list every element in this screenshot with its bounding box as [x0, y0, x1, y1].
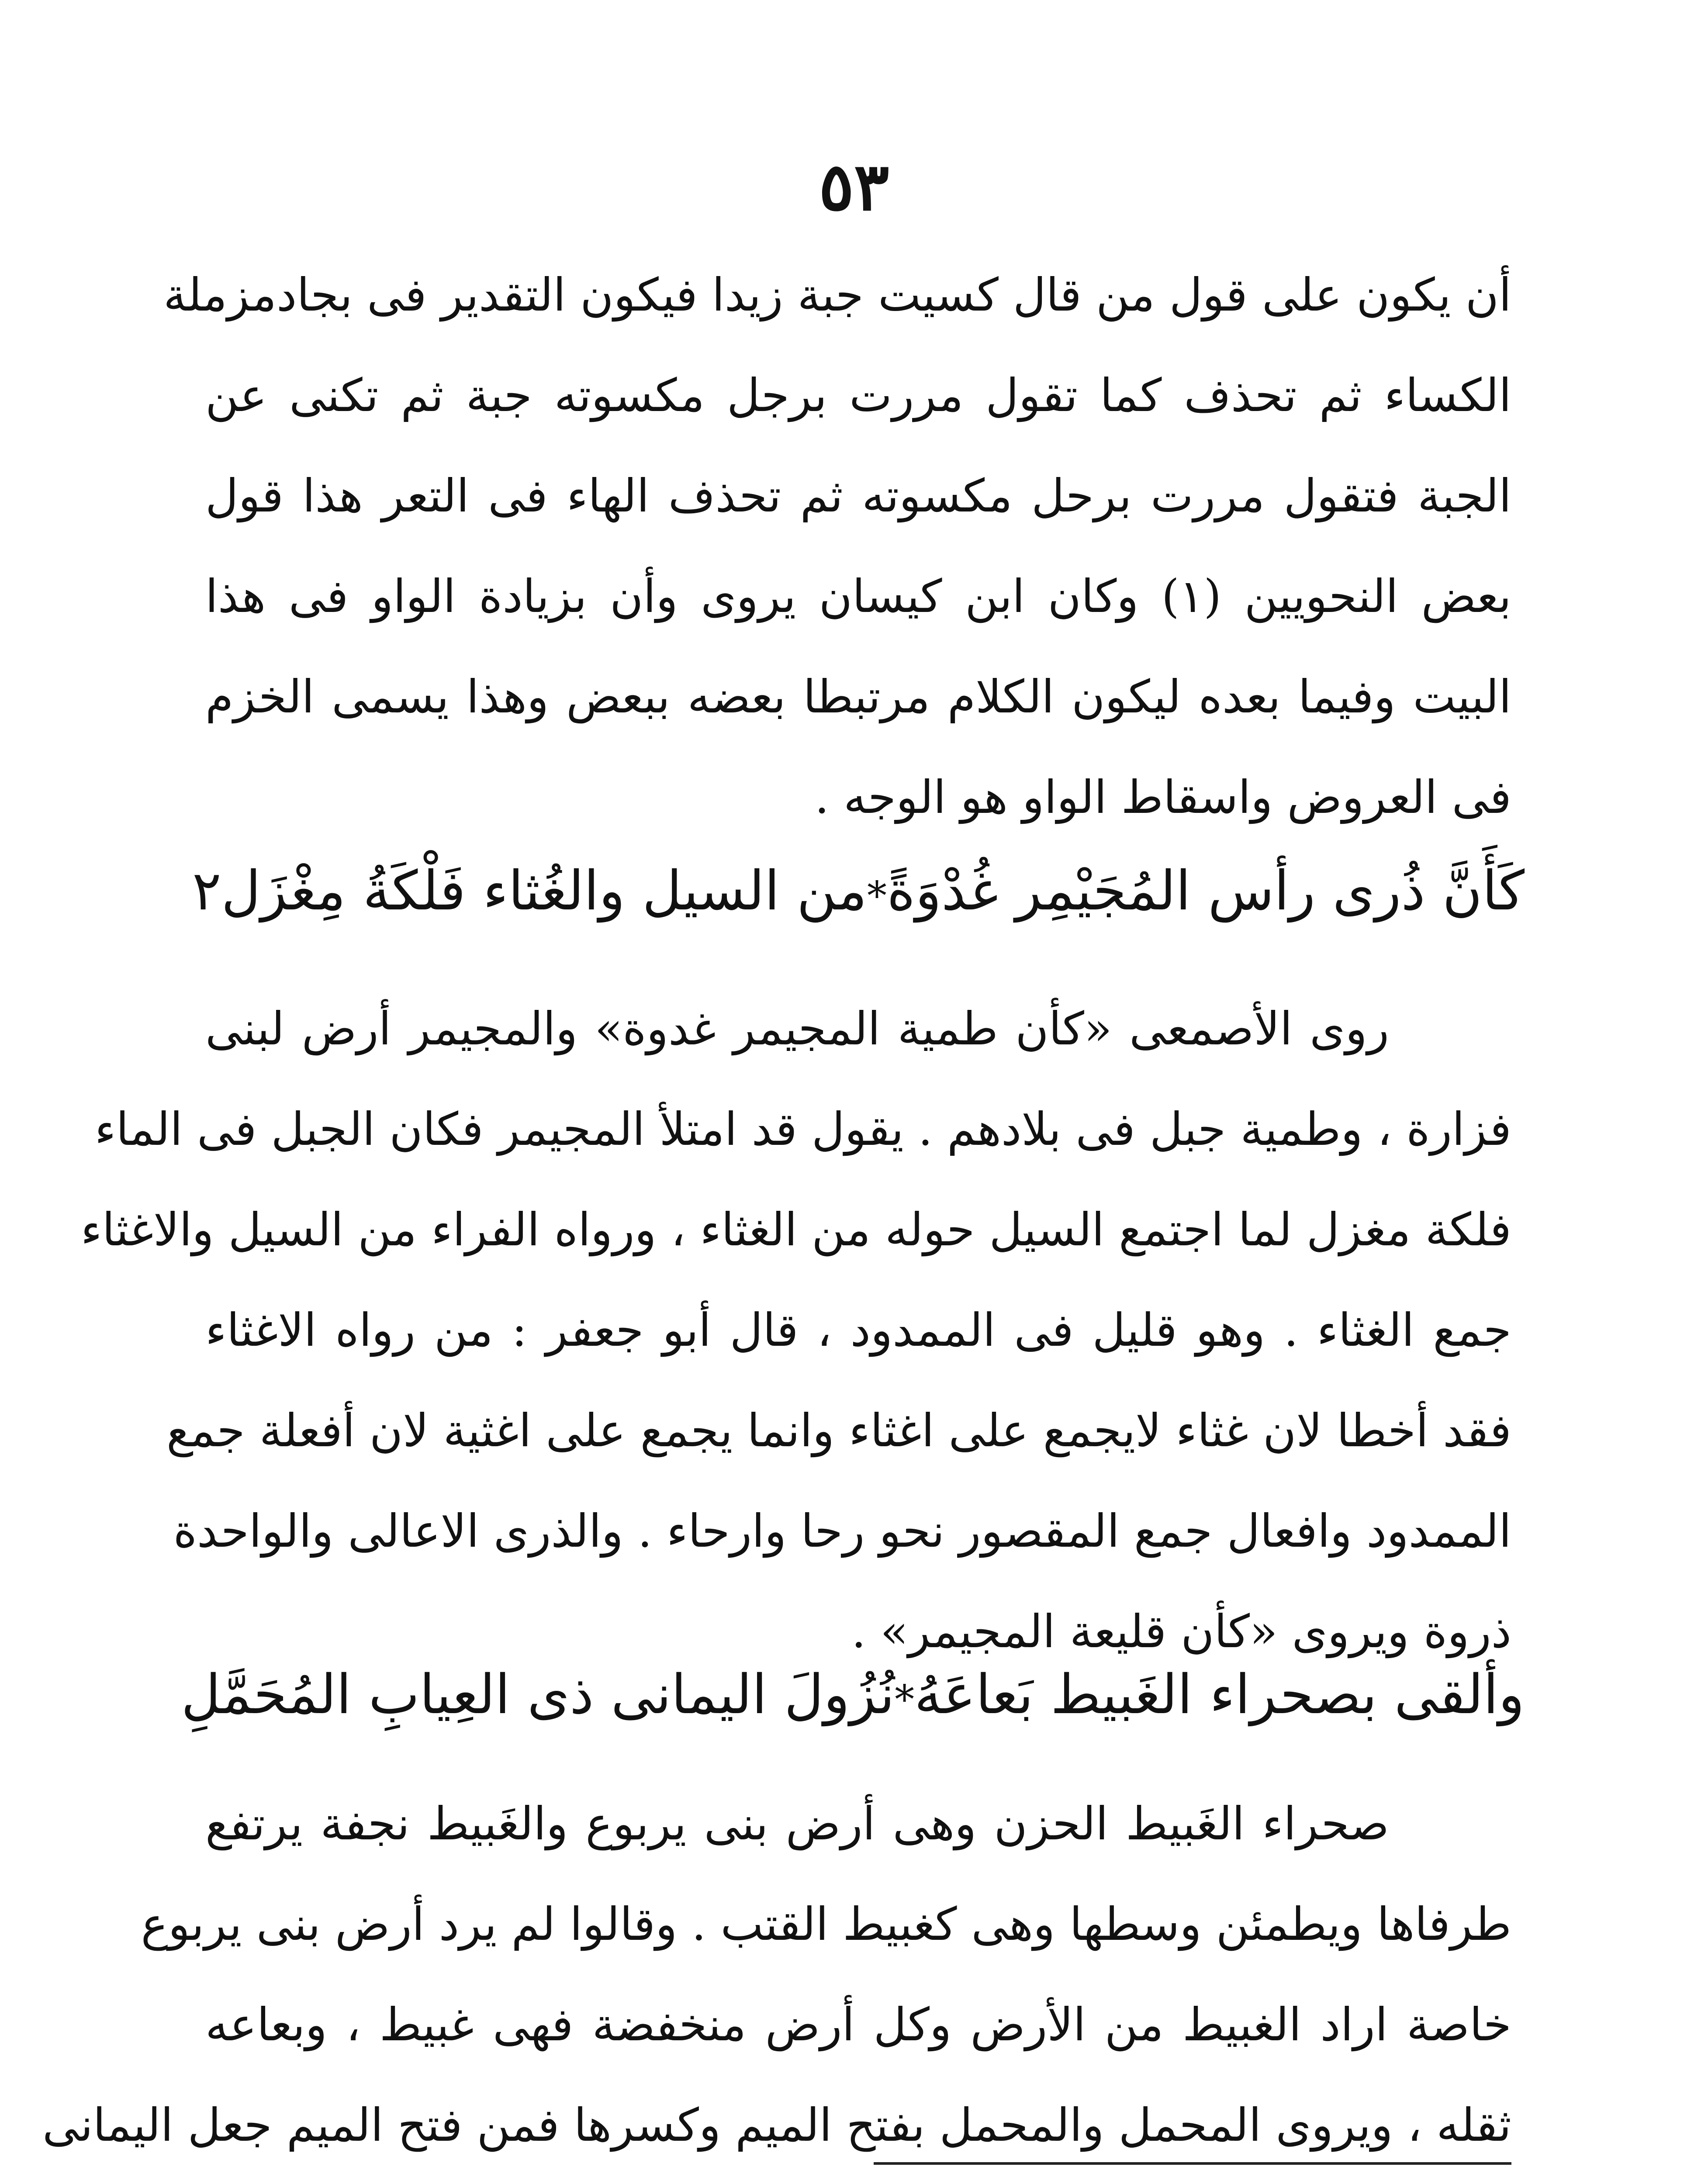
verse-2 — [181, 1651, 1525, 1744]
text-line: صحراء الغَبيط الحزن وهى أرض بنى يربوع والغَبيط نجفة يرتفع — [205, 1797, 1389, 1850]
text-line: فزارة ، وطمية جبل فى بلادهم . يقول قد امتلأ المجيمر فكان الجبل فى الماء — [94, 1102, 1511, 1156]
verse-separator: * — [895, 1677, 915, 1723]
text-line: خاصة اراد الغبيط من الأرض وكل أرض منخفضة فهى غبيط ، وبعاعه — [205, 1998, 1511, 2051]
footnote-1-line-1 — [205, 2180, 1511, 2184]
text-line: بعض النحويين (١) وكان ابن كيسان يروى وأن بزيادة الواو فى هذا — [205, 570, 1511, 623]
text-line: الكساء ثم تحذف كما تقول مررت برجل مكسوته جبة ثم تكنى عن — [205, 369, 1511, 422]
verse-separator: * — [867, 873, 887, 919]
text-line: ثقله ، ويروى المحمل والمحمل بفتح الميم وكسرها فمن فتح الميم جعل اليمانى — [42, 2098, 1511, 2152]
text-line: روى الأصمعى «كأن طمية المجيمر غدوة» والمجيمر أرض لبنى — [205, 1002, 1389, 1055]
text-line: طرفاها ويطمئن وسطها وهى كغبيط القتب . وقالوا لم يرد أرض بنى يربوع — [141, 1897, 1511, 1951]
verse-second-hemistich: نُزُولَ اليمانى ذى العِيابِ المُحَمَّلِ — [181, 1663, 895, 1726]
footnotes — [205, 2180, 1511, 2184]
paragraph-2 — [80, 978, 1511, 1682]
paragraph-3 — [42, 1773, 1511, 2175]
verse-1 — [192, 847, 1525, 940]
text-line: فلكة مغزل لما اجتمع السيل حوله من الغثاء ، ورواه الفراء من السيل والاغثاء — [80, 1203, 1511, 1256]
paragraph-1 — [163, 245, 1512, 847]
text-line: فقد أخطا لان غثاء لايجمع على اغثاء وانما يجمع على اغثية لان أفعلة جمع — [166, 1404, 1511, 1457]
text-line: أن يكون على قول من قال كسيت جبة زيدا فيكون التقدير فى بجادمزملة — [163, 268, 1511, 321]
text-line: الجبة فتقول مررت برحل مكسوته ثم تحذف الهاء فى التعر هذا قول — [205, 469, 1512, 522]
text-line: الممدود وافعال جمع المقصور نحو رحا وارحاء . والذرى الاعالى والواحدة — [173, 1504, 1511, 1558]
verse-first-hemistich: وألقى بصحراء الغَبيط بَعاعَهُ — [914, 1663, 1525, 1726]
footnote-divider — [874, 2162, 1511, 2165]
verse-second-hemistich: من السيل والغُثاء فَلْكَةُ مِغْزَل٢ — [192, 860, 867, 923]
text-line: جمع الغثاء . وهو قليل فى الممدود ، قال أبو جعفر : من رواه الاغثاء — [205, 1303, 1511, 1357]
page-number: ٥٣ — [819, 149, 889, 225]
verse-first-hemistich: كَأَنَّ ذُرى رأس المُجَيْمِر غُدْوَةً — [887, 860, 1525, 923]
text-line: البيت وفيما بعده ليكون الكلام مرتبطا بعضه ببعض وهذا يسمى الخزم — [205, 670, 1511, 723]
text-line: فى العروض واسقاط الواو هو الوجه . — [815, 771, 1511, 824]
text-line: ذروة ويروى «كأن قليعة المجيمر» . — [851, 1605, 1511, 1658]
